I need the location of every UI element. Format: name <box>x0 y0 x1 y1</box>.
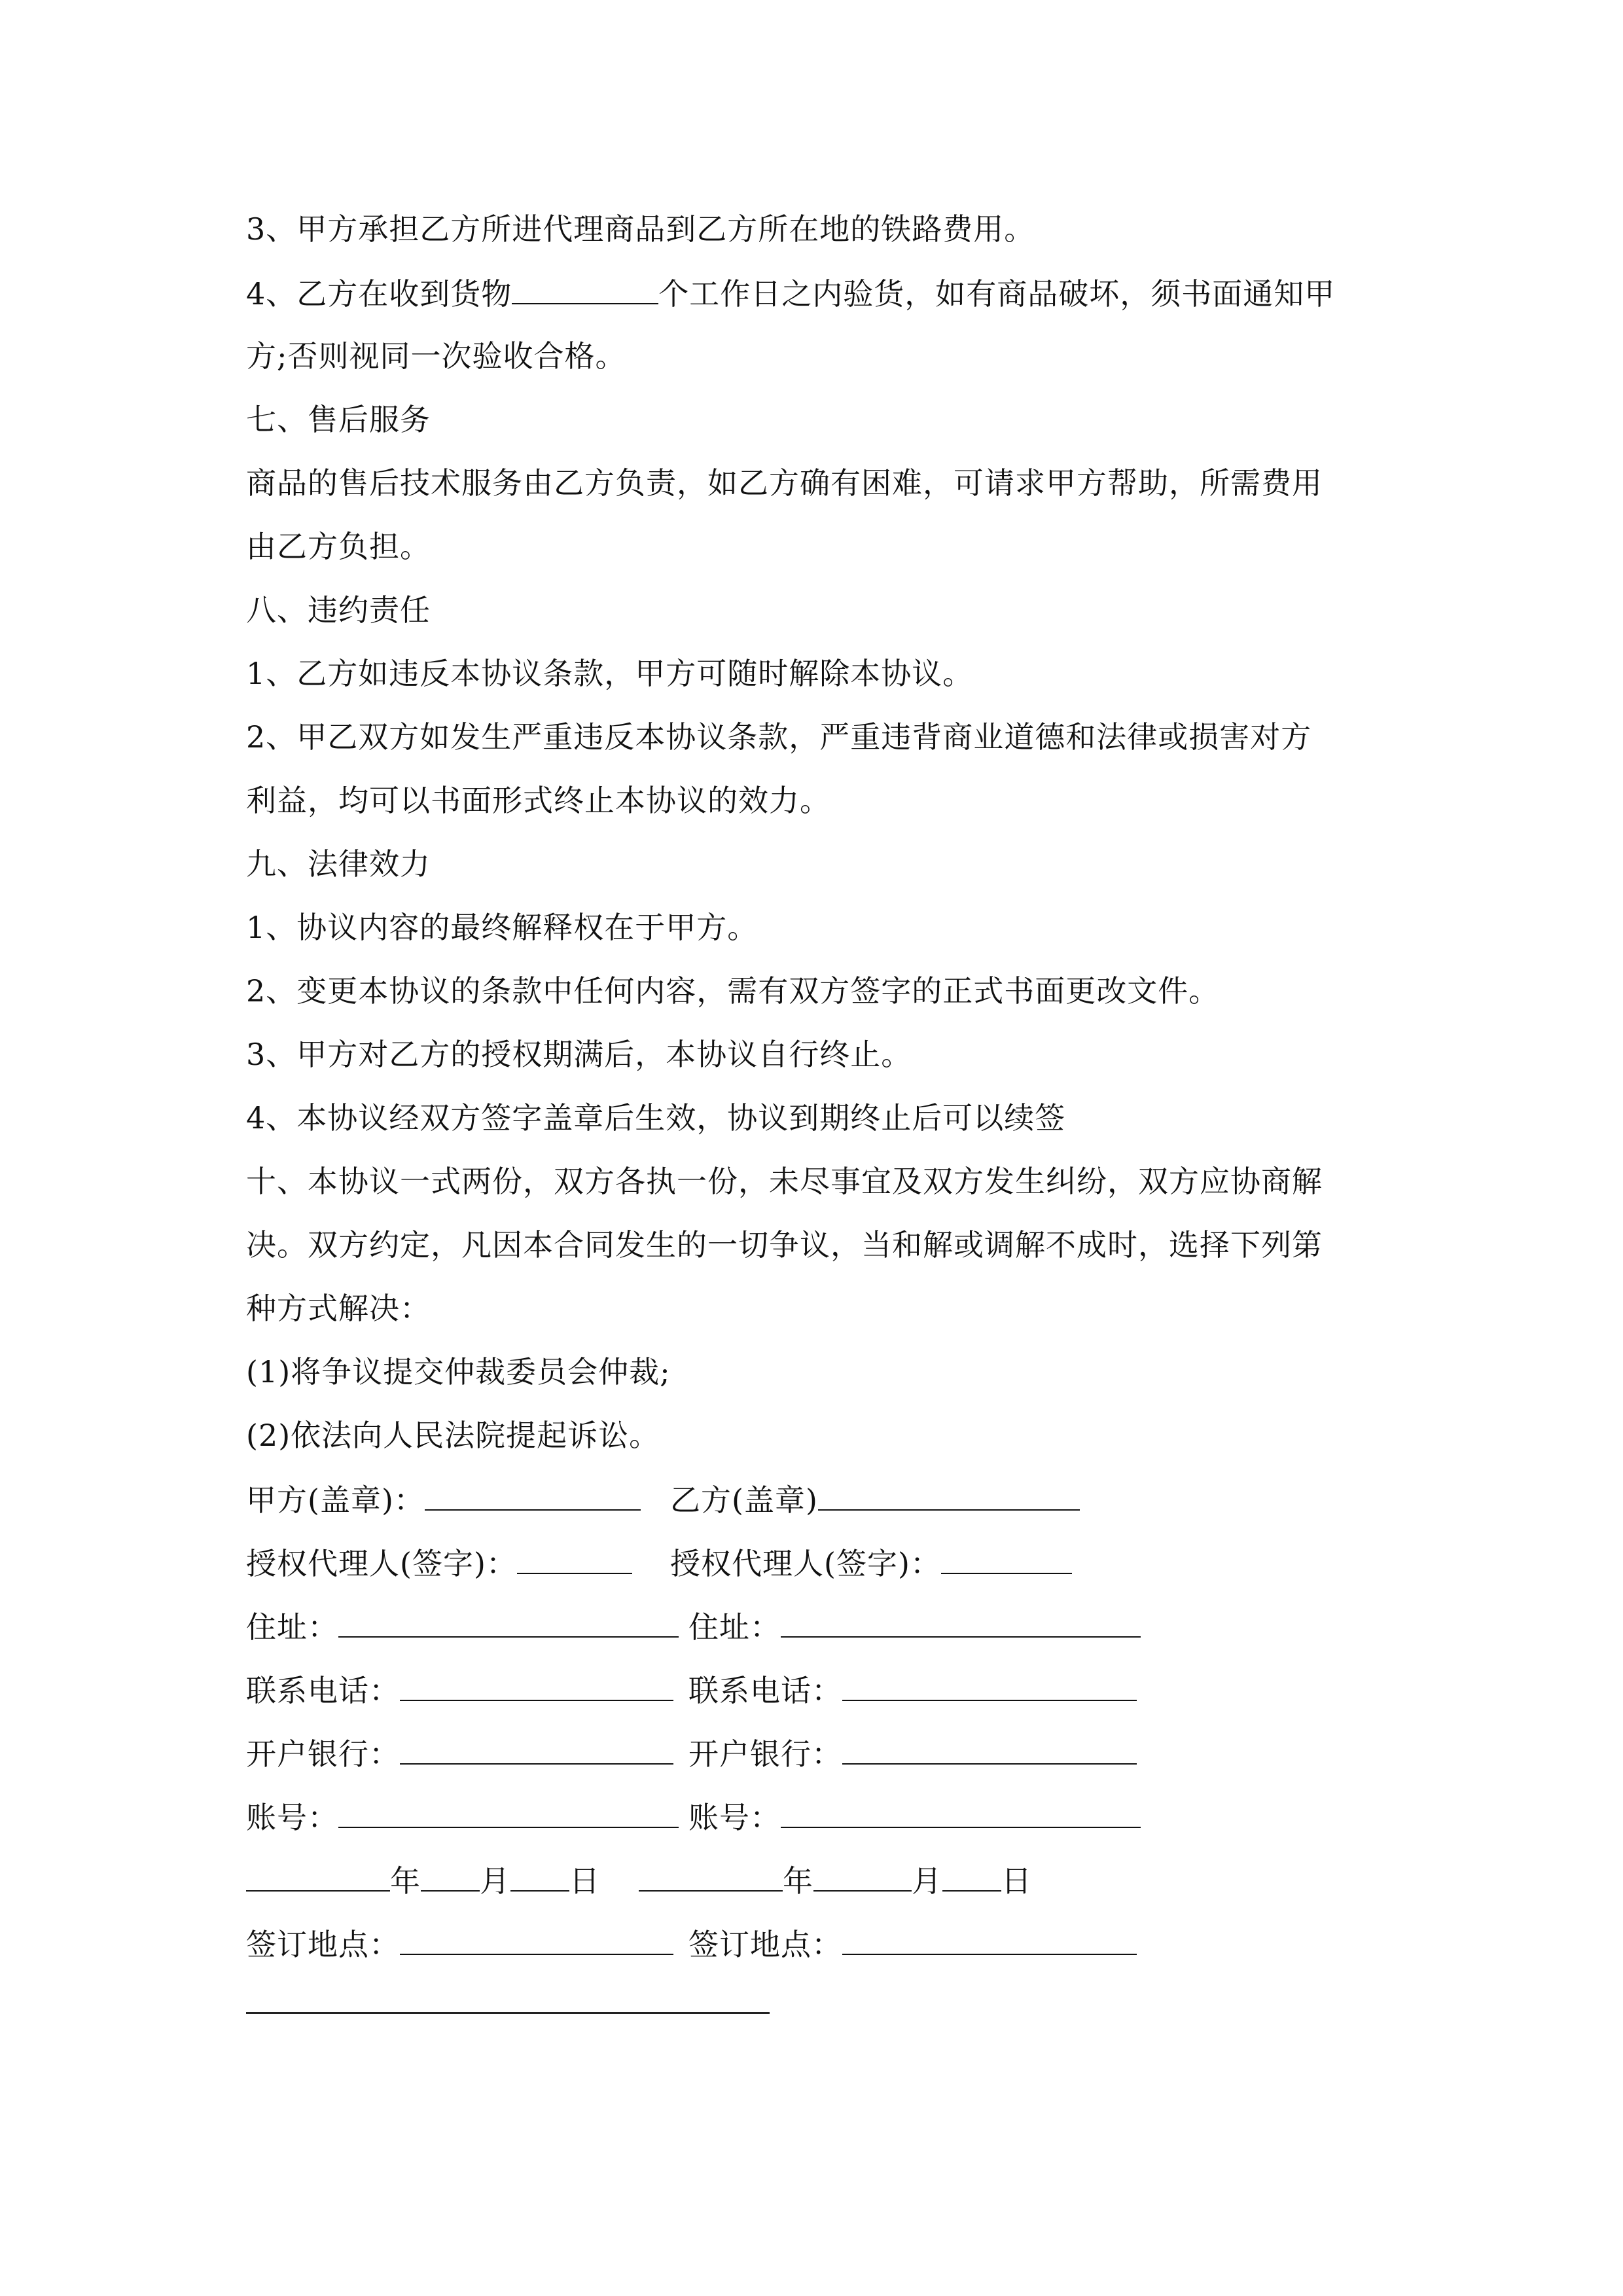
address-b-cell <box>688 1607 1141 1645</box>
party-a-seal-label: 甲方(盖章)： <box>246 1482 425 1518</box>
phone-row <box>246 1671 842 1709</box>
date-b-year-blank[interactable] <box>639 1861 783 1892</box>
date-a-year-blank[interactable] <box>246 1861 390 1892</box>
clause-6-4 <box>246 274 1335 312</box>
address-row <box>246 1607 781 1645</box>
clause-6-4-cont: 方;否则视同一次验收合格。 <box>246 338 626 374</box>
phone-b-blank[interactable] <box>842 1671 1137 1701</box>
bank-row <box>246 1734 842 1772</box>
option-2: (2)依法向人民法院提起诉讼。 <box>246 1418 660 1453</box>
place-row <box>246 1925 842 1963</box>
place-a-blank[interactable] <box>400 1925 673 1955</box>
section-10-text-cont: 决。双方约定，凡因本合同发生的一切争议，当和解或调解不成时，选择下列第 <box>246 1227 1323 1263</box>
date-b-day-label: 日 <box>1001 1863 1032 1899</box>
date-a-day-blank[interactable] <box>510 1861 569 1892</box>
account-b-label: 账号： <box>688 1800 781 1835</box>
account-row <box>246 1798 781 1836</box>
agent-a-label: 授权代理人(签字)： <box>246 1546 517 1581</box>
address-b-blank[interactable] <box>781 1607 1141 1638</box>
section-7-text: 商品的售后技术服务由乙方负责，如乙方确有困难，可请求甲方帮助，所需费用 <box>246 465 1323 501</box>
bank-b-cell <box>688 1734 1137 1772</box>
date-a-month-blank[interactable] <box>421 1861 480 1892</box>
account-b-cell <box>688 1798 1141 1836</box>
address-a-label: 住址： <box>246 1609 338 1645</box>
bank-b-blank[interactable] <box>842 1734 1137 1765</box>
agent-b-label: 授权代理人(签字)： <box>670 1546 941 1581</box>
party-b-seal-cell <box>670 1480 1080 1518</box>
party-b-seal-blank[interactable] <box>818 1480 1080 1511</box>
section-10-text-cont-2: 种方式解决： <box>246 1291 431 1326</box>
clause-8-2-cont: 利益，均可以书面形式终止本协议的效力。 <box>246 783 830 818</box>
option-1: (1)将争议提交仲裁委员会仲裁; <box>246 1354 671 1390</box>
clause-9-1: 1、协议内容的最终解释权在于甲方。 <box>246 910 758 945</box>
phone-b-label: 联系电话： <box>688 1673 842 1708</box>
clause-9-4: 4、本协议经双方签字盖章后生效，协议到期终止后可以续签 <box>246 1100 1066 1136</box>
date-b-year-label: 年 <box>783 1863 813 1899</box>
phone-b-cell <box>688 1671 1137 1709</box>
clause-6-4-before: 4、乙方在收到货物 <box>246 276 512 312</box>
bank-a-blank[interactable] <box>400 1734 673 1765</box>
agent-row <box>246 1544 941 1582</box>
account-a-label: 账号： <box>246 1800 338 1835</box>
address-a-blank[interactable] <box>338 1607 679 1638</box>
section-7-text-cont: 由乙方负担。 <box>246 529 431 564</box>
date-b-day-blank[interactable] <box>942 1861 1001 1892</box>
place-b-cell <box>688 1925 1137 1963</box>
closing-rule <box>246 2012 770 2014</box>
clause-9-2: 2、变更本协议的条款中任何内容，需有双方签字的正式书面更改文件。 <box>246 973 1220 1009</box>
account-a-blank[interactable] <box>338 1798 679 1828</box>
agent-b-blank[interactable] <box>941 1544 1072 1574</box>
section-7-heading: 七、售后服务 <box>246 402 431 437</box>
clause-6-3: 3、甲方承担乙方所进代理商品到乙方所在地的铁路费用。 <box>246 211 1035 247</box>
account-b-blank[interactable] <box>781 1798 1141 1828</box>
date-b-month-label: 月 <box>912 1863 942 1899</box>
place-b-label: 签订地点： <box>688 1927 842 1962</box>
date-b-cell <box>639 1861 1032 1899</box>
place-b-blank[interactable] <box>842 1925 1137 1955</box>
bank-b-label: 开户银行： <box>688 1736 842 1772</box>
bank-a-label: 开户银行： <box>246 1736 400 1772</box>
date-a-year-label: 年 <box>390 1863 421 1899</box>
place-a-label: 签订地点： <box>246 1927 400 1962</box>
phone-a-blank[interactable] <box>400 1671 673 1701</box>
section-10-text: 十、本协议一式两份，双方各执一份，未尽事宜及双方发生纠纷，双方应协商解 <box>246 1164 1323 1199</box>
agent-b-cell <box>670 1544 1072 1582</box>
party-b-seal-label: 乙方(盖章) <box>670 1482 818 1518</box>
phone-a-label: 联系电话： <box>246 1673 400 1708</box>
date-a-day-label: 日 <box>569 1863 600 1899</box>
seal-row <box>246 1480 818 1518</box>
date-b-month-blank[interactable] <box>813 1861 912 1892</box>
date-row <box>246 1861 1032 1899</box>
days-blank[interactable] <box>512 274 658 304</box>
address-b-label: 住址： <box>688 1609 781 1645</box>
section-8-heading: 八、违约责任 <box>246 592 431 628</box>
date-a-month-label: 月 <box>480 1863 510 1899</box>
section-9-heading: 九、法律效力 <box>246 846 431 882</box>
clause-9-3: 3、甲方对乙方的授权期满后，本协议自行终止。 <box>246 1037 912 1072</box>
clause-8-2: 2、甲乙双方如发生严重违反本协议条款，严重违背商业道德和法律或损害对方 <box>246 719 1312 755</box>
party-a-seal-blank[interactable] <box>425 1480 641 1511</box>
clause-6-4-after: 个工作日之内验货，如有商品破坏，须书面通知甲 <box>658 276 1336 312</box>
agent-a-blank[interactable] <box>517 1544 632 1574</box>
clause-8-1: 1、乙方如违反本协议条款，甲方可随时解除本协议。 <box>246 656 974 691</box>
